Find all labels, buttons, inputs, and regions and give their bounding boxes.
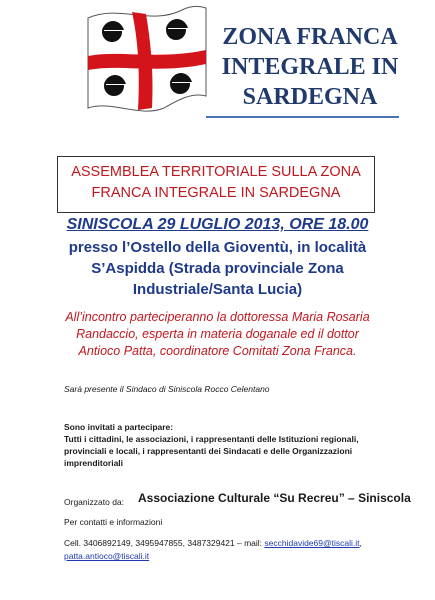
organizer-label: Organizzato da:	[64, 497, 125, 507]
header-title-line: ZONA FRANCA	[222, 24, 398, 50]
speakers-line: Randaccio, esperta in materia doganale ed il dottor	[76, 327, 359, 341]
speakers-text	[50, 309, 385, 360]
event-location-line: presso l’Ostello della Gioventù, in località	[68, 239, 367, 256]
organizer-name: Associazione Culturale “Su Recreu” – Siniscola	[138, 491, 411, 505]
email-link-patta[interactable]: patta.antioco@tiscali.it	[64, 551, 150, 561]
assembly-title	[58, 162, 374, 204]
contacts-phones	[64, 538, 362, 548]
email-link-secchi[interactable]: secchidavide69@tiscali.it	[264, 538, 360, 548]
contacts-email-line	[64, 551, 149, 561]
event-location	[40, 237, 395, 300]
email-separator: ,	[359, 538, 362, 548]
speakers-line: Antioco Patta, coordinatore Comitati Zona Franca.	[78, 344, 357, 358]
assembly-title-box	[57, 156, 375, 213]
invited-line: imprenditoriali	[64, 458, 124, 468]
event-location-line: Industriale/Santa Lucia)	[132, 281, 303, 298]
contacts-heading: Per contatti e informazioni	[64, 517, 163, 527]
phone-numbers: Cell. 3406892149, 3495947855, 3487329421 – mail:	[64, 538, 265, 548]
header-title-line: SARDEGNA	[242, 84, 378, 110]
invited-heading: Sono invitati a partecipare:	[64, 422, 174, 432]
sardinian-flag-icon	[80, 0, 210, 118]
event-location-line: S’Aspidda (Strada provinciale Zona	[91, 260, 344, 277]
mayor-note: Sarà presente il Sindaco di Siniscola Rocco Celentano	[64, 384, 270, 394]
speakers-line: All’incontro parteciperanno la dottoressa Maria Rosaria	[65, 310, 370, 324]
invited-line: Tutti i cittadini, le associazioni, i rappresentanti delle Istituzioni regionali,	[64, 434, 359, 444]
event-date: SINISCOLA 29 LUGLIO 2013, ORE 18.00	[66, 216, 369, 233]
assembly-title-line: ASSEMBLEA TERRITORIALE SULLA ZONA	[71, 164, 361, 180]
invited-line: provinciali e locali, i rappresentanti dei Sindacati e delle Organizzazioni	[64, 446, 353, 456]
header-underline	[206, 116, 399, 118]
header-title-line: INTEGRALE IN	[221, 54, 399, 80]
assembly-title-line: FRANCA INTEGRALE IN SARDEGNA	[91, 185, 341, 201]
invited-list	[64, 433, 384, 469]
header-title	[200, 22, 420, 112]
